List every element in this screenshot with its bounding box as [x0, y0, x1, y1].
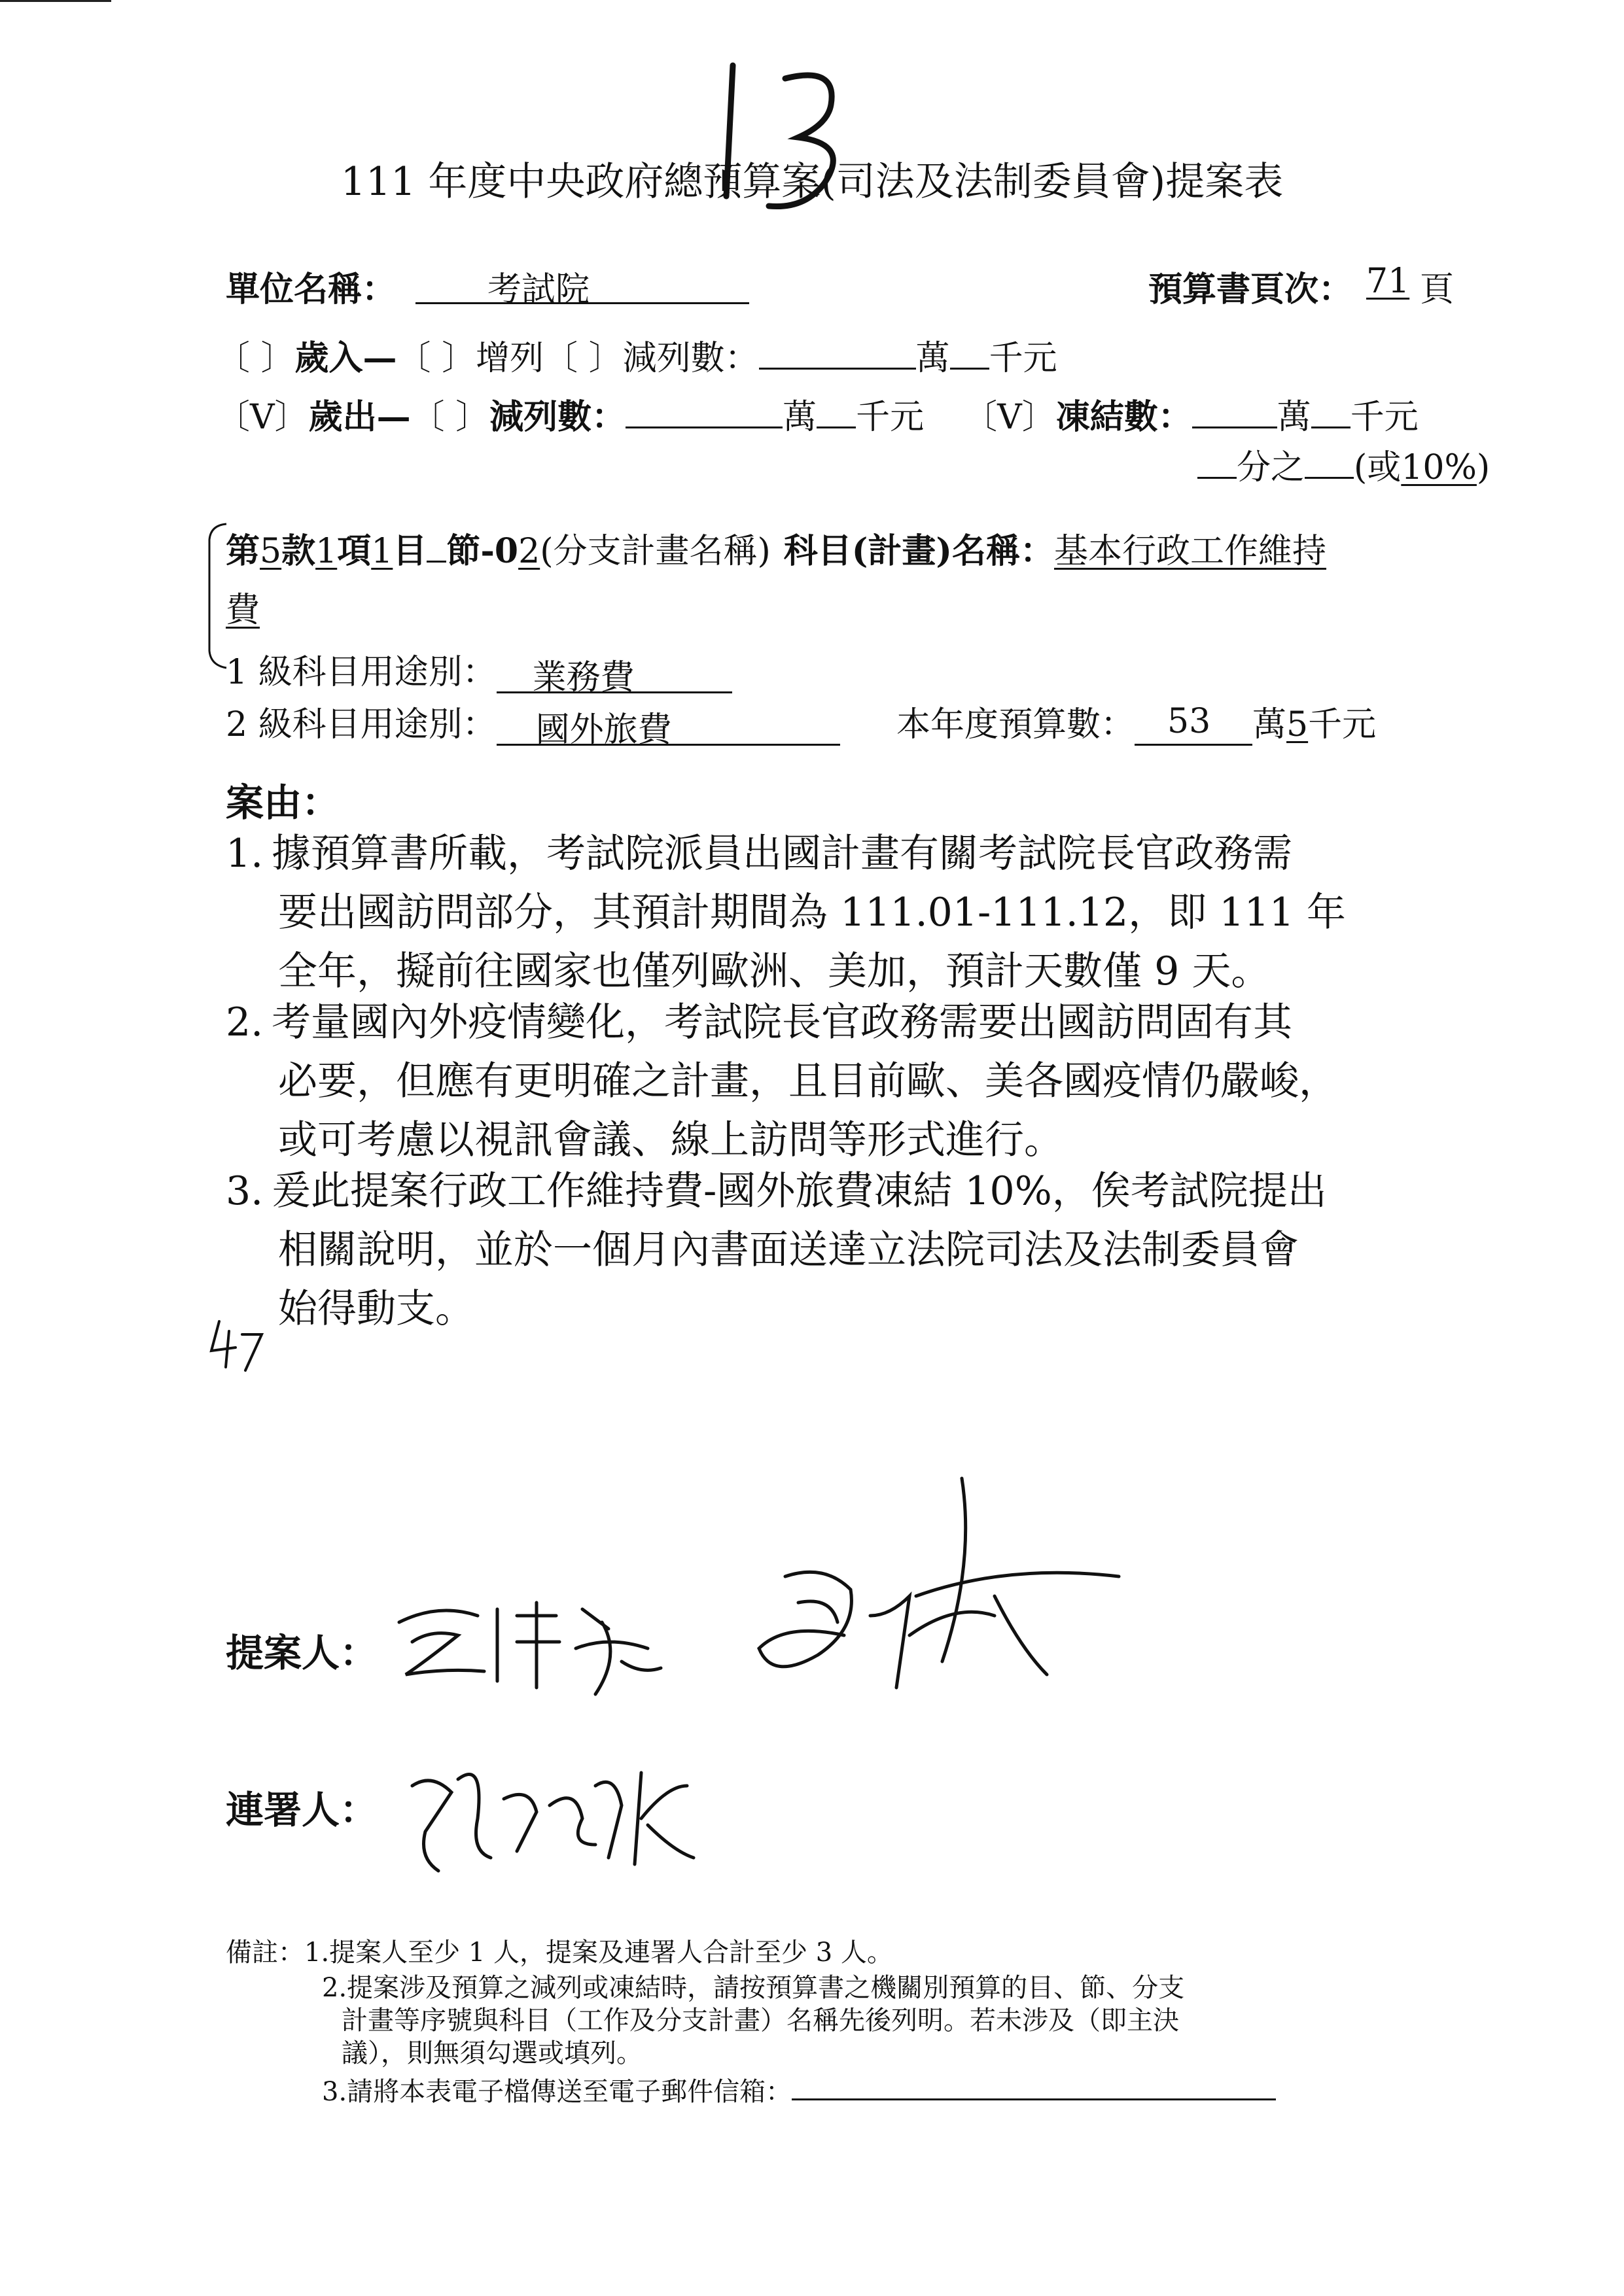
fraction-percent: 10% [1401, 448, 1477, 487]
reason-item-1-num: 1. [226, 831, 264, 877]
reason-item-1-line3: 全年，擬前往國家也僅列歐洲、美加，預計天數僅 9 天。 [278, 948, 1271, 994]
jie-blank [427, 527, 446, 563]
revenue-qian-blank [950, 334, 989, 370]
mu-value: 1 [371, 532, 393, 571]
level1-field [497, 652, 732, 697]
revenue-wan-blank [759, 334, 916, 370]
level1-label: 1 級科目用途別： [226, 653, 497, 692]
freeze-qian-unit: 千元 [1350, 398, 1419, 437]
expense-label: 歲出— [308, 397, 411, 437]
note-1: 1.提案人至少 1 人，提案及連署人合計至少 3 人。 [304, 1938, 893, 1968]
reason-item-2 [226, 993, 1423, 1170]
notes-block [226, 1936, 893, 1969]
revenue-increase-label: 增列 [476, 339, 544, 378]
mu-label: 目 [393, 531, 427, 571]
reason-item-3-num: 3. [226, 1168, 264, 1214]
annual-budget-wan-label: 萬 [1252, 705, 1287, 744]
reason-item-1-line2: 要出國訪問部分，其預計期間為 111.01-111.12，即 111 年 [278, 890, 1346, 935]
annual-budget-qian: 5 [1286, 705, 1309, 744]
expense-wan-blank [626, 392, 783, 428]
revenue-checkbox[interactable]: 〔 〕 [216, 339, 295, 378]
freeze-checkbox[interactable]: 〔V〕 [963, 398, 1056, 437]
revenue-decrease-checkbox[interactable]: 〔 〕 [544, 339, 623, 378]
reason-item-3-line1: 爰此提案行政工作維持費-國外旅費凍結 10%，俟考試院提出 [272, 1168, 1327, 1214]
proposer-signature-1 [386, 1583, 674, 1701]
revenue-wan-unit: 萬 [915, 339, 950, 378]
expense-row [216, 389, 1419, 438]
proposer-label: 提案人： [226, 1631, 378, 1675]
freeze-wan-unit: 萬 [1277, 398, 1311, 437]
kuan-label: 款 [281, 531, 316, 571]
reason-item-2-line3: 或可考慮以視訊會議、線上訪問等形式進行。 [278, 1117, 1063, 1163]
note-3-block [322, 2072, 1276, 2108]
handwritten-side-mark [206, 1315, 265, 1374]
level2-row [226, 697, 840, 750]
notes-label: 備註： [226, 1938, 304, 1968]
budget-page-value: 71 [1366, 262, 1410, 301]
xiang-label: 項 [337, 531, 372, 571]
branch-label: (分支計畫名稱) [540, 532, 771, 571]
subject-label: 科目(計畫)名稱： [783, 531, 1054, 571]
reason-item-2-num: 2. [226, 1000, 264, 1045]
fraction-numerator-blank [1305, 443, 1354, 479]
reason-item-2-line1: 考量國內外疫情變化，考試院長官政務需要出國訪問固有其 [272, 1000, 1292, 1045]
note-2c: 議），則無須勾選或填列。 [342, 2038, 643, 2068]
unit-value: 考試院 [487, 270, 590, 309]
reason-item-3-line3: 始得動支。 [278, 1286, 474, 1332]
note-2a: 2.提案涉及預算之減列或凍結時，請按預算書之機關別預算的目、節、分支 [322, 1973, 1185, 2003]
expense-decrease-label: 減列數： [489, 397, 626, 437]
annual-budget-wan-field [1135, 704, 1252, 746]
annual-budget-wan: 53 [1167, 702, 1211, 741]
expense-checkbox[interactable]: 〔V〕 [216, 398, 309, 437]
kuan-value: 5 [260, 532, 282, 571]
reason-item-2-line2: 必要，但應有更明確之計畫，且目前歐、美各國疫情仍嚴峻， [278, 1058, 1338, 1104]
annual-budget-qian-label: 千元 [1308, 705, 1377, 744]
annual-budget-row [896, 697, 1376, 746]
budget-page-suffix: 頁 [1420, 270, 1455, 309]
item-bracket [203, 520, 229, 670]
reason-item-3-line2: 相關說明，並於一個月內書面送達立法院司法及法制委員會 [278, 1227, 1299, 1273]
freeze-qian-blank [1311, 392, 1350, 428]
fraction-denominator-blank [1197, 443, 1237, 479]
level1-value: 業務費 [532, 658, 635, 697]
level1-row [226, 644, 732, 697]
cosigner-label: 連署人： [226, 1788, 378, 1832]
revenue-label: 歲入— [294, 338, 397, 378]
corner-mark [0, 0, 111, 2]
fraction-part2: (或 [1354, 448, 1402, 487]
fraction-close: ) [1476, 448, 1491, 487]
reason-item-3 [226, 1162, 1423, 1338]
reason-item-1 [226, 824, 1423, 1001]
revenue-qian-unit: 千元 [989, 339, 1057, 378]
note-2-block [322, 1972, 1184, 2070]
xiang-value: 1 [315, 532, 338, 571]
jie-value: 2 [518, 532, 540, 571]
expense-qian-blank [817, 392, 856, 428]
subject-value: 基本行政工作維持 [1054, 532, 1327, 571]
note-2b: 計畫等序號與科目（工作及分支計畫）名稱先後列明。若未涉及（即主決 [342, 2006, 1179, 2036]
note-3: 3.請將本表電子檔傳送至電子郵件信箱： [322, 2077, 792, 2107]
subject-value-cont: 費 [226, 591, 260, 630]
freeze-label: 凍結數： [1055, 397, 1192, 437]
fraction-row [1197, 440, 1490, 489]
level2-field [497, 704, 840, 750]
reason-item-1-line1: 據預算書所載，考試院派員出國計畫有關考試院長官政務需 [272, 831, 1292, 877]
annual-budget-label: 本年度預算數： [896, 705, 1135, 744]
expense-wan-unit: 萬 [783, 398, 817, 437]
item-row [226, 523, 1326, 572]
budget-page-label: 預算書頁次： [1148, 270, 1353, 309]
unit-label: 單位名稱： [226, 270, 397, 309]
expense-decrease-checkbox[interactable]: 〔 〕 [410, 398, 490, 437]
email-blank[interactable] [792, 2072, 1276, 2100]
revenue-increase-checkbox[interactable]: 〔 〕 [397, 339, 476, 378]
fraction-part1: 分之 [1237, 448, 1305, 487]
page-title: 111 年度中央政府總預算案(司法及法制委員會)提案表 [340, 159, 1284, 205]
reason-title: 案由： [226, 780, 340, 825]
revenue-decrease-label: 減列數： [622, 339, 759, 378]
unit-field [415, 262, 749, 309]
revenue-row [216, 330, 1057, 379]
expense-qian-unit: 千元 [856, 398, 925, 437]
proposer-signature-2 [746, 1465, 1125, 1714]
level2-label: 2 級科目用途別： [226, 705, 497, 744]
kuan-prefix: 第 [226, 531, 260, 571]
jie-label: 節-0 [446, 531, 519, 571]
freeze-wan-blank [1192, 392, 1277, 428]
level2-value: 國外旅費 [535, 710, 672, 750]
cosigner-signature [399, 1747, 700, 1877]
